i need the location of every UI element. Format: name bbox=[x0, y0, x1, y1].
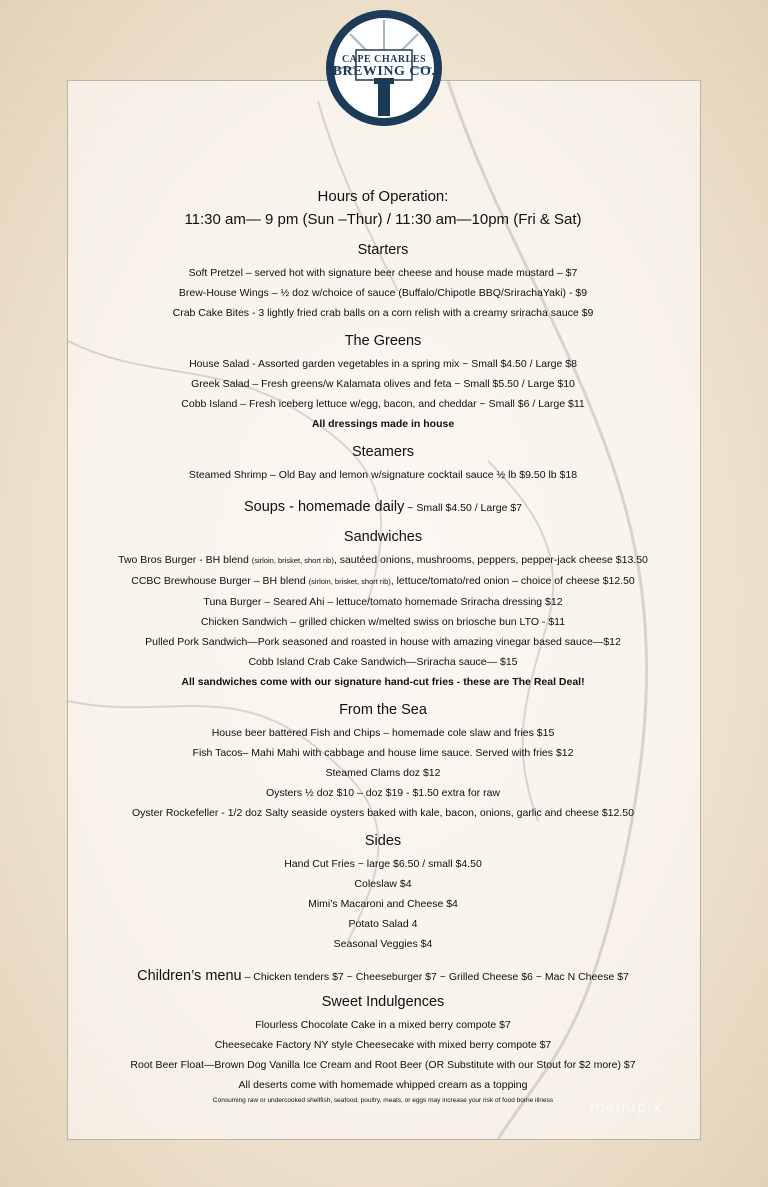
sandwiches-note: All sandwiches come with our signature hand-cut fries - these are The Real Deal! bbox=[181, 676, 585, 688]
menu-item: Steamed Clams doz $12 bbox=[325, 767, 441, 779]
watermark: menupix bbox=[590, 1098, 663, 1116]
logo-line-1: CAPE CHARLES bbox=[341, 54, 427, 65]
menu-item: Brew-House Wings – ½ doz w/choice of sauce (Buffalo/Chipotle BBQ/SrirachaYaki) - $9 bbox=[178, 287, 588, 299]
menu-item: Tuna Burger – Seared Ahi – lettuce/tomato homemade Sriracha dressing $12 bbox=[203, 596, 563, 608]
hours-title: Hours of Operation: bbox=[317, 188, 449, 205]
menu-item: Cheesecake Factory NY style Cheesecake with mixed berry compote $7 bbox=[214, 1039, 552, 1051]
menu-item: Flourless Chocolate Cake in a mixed berry compote $7 bbox=[255, 1019, 511, 1031]
blend-note: (sirloin, brisket, short rib) bbox=[308, 577, 391, 586]
item-text: Two Bros Burger - BH blend bbox=[118, 554, 252, 566]
greens-note: All dressings made in house bbox=[311, 418, 455, 430]
kids-title: Children’s menu bbox=[137, 968, 242, 984]
item-text: CCBC Brewhouse Burger – BH blend bbox=[131, 575, 309, 587]
kids-menu-line bbox=[67, 968, 699, 984]
section-title-greens: The Greens bbox=[344, 333, 422, 349]
hours-line: 11:30 am— 9 pm (Sun –Thur) / 11:30 am—10pm (Fri & Sat) bbox=[184, 211, 582, 228]
menu-item: Greek Salad – Fresh greens/w Kalamata olives and feta ~ Small $5.50 / Large $10 bbox=[191, 378, 575, 390]
soups-price: ~ Small $4.50 / Large $7 bbox=[404, 502, 523, 514]
menu-item: Seasonal Veggies $4 bbox=[333, 938, 433, 950]
menu-item: Fish Tacos– Mahi Mahi with cabbage and house lime sauce. Served with fries $12 bbox=[192, 747, 574, 759]
item-text: , lettuce/tomato/red onion – choice of cheese $12.50 bbox=[390, 575, 635, 587]
menu-item: Hand Cut Fries ~ large $6.50 / small $4.50 bbox=[284, 858, 482, 870]
logo-badge-icon bbox=[322, 6, 446, 156]
menu-item: Coleslaw $4 bbox=[354, 878, 412, 890]
food-safety-disclaimer: Consuming raw or undercooked shellfish, seafood, poultry, meats, or eggs may increase your risk of food borne illness bbox=[212, 1097, 554, 1104]
menu-item: Cobb Island – Fresh iceberg lettuce w/egg, bacon, and cheddar ~ Small $6 / Large $11 bbox=[181, 398, 585, 410]
logo-line-2: BREWING CO. bbox=[332, 64, 436, 79]
kids-items: – Chicken tenders $7 ~ Cheeseburger $7 ~ Grilled Cheese $6 ~ Mac N Cheese $7 bbox=[241, 971, 629, 983]
soups-title: Soups - homemade daily bbox=[243, 499, 405, 515]
section-title-sides: Sides bbox=[364, 833, 402, 849]
section-title-sea: From the Sea bbox=[339, 702, 427, 718]
menu-item bbox=[67, 550, 699, 571]
menu-item: Mimi’s Macaroni and Cheese $4 bbox=[308, 898, 458, 910]
menu-item: All deserts come with homemade whipped cream as a topping bbox=[238, 1079, 528, 1091]
menu-item: Pulled Pork Sandwich—Pork seasoned and roasted in house with amazing vinegar based sauce—$12 bbox=[145, 636, 621, 648]
menu-item: Chicken Sandwich – grilled chicken w/melted swiss on briosche bun LTO - $11 bbox=[200, 616, 566, 628]
menu-item: Cobb Island Crab Cake Sandwich—Sriracha sauce— $15 bbox=[248, 656, 518, 668]
soups-line bbox=[67, 499, 699, 515]
section-title-sandwiches: Sandwiches bbox=[343, 529, 423, 545]
menu-item: Crab Cake Bites - 3 lightly fried crab balls on a corn relish with a creamy sriracha sauce $9 bbox=[172, 307, 594, 319]
menu-content bbox=[67, 180, 699, 1104]
menu-item: Oysters ½ doz $10 – doz $19 - $1.50 extra for raw bbox=[265, 787, 501, 799]
menu-item: Soft Pretzel – served hot with signature beer cheese and house made mustard – $7 bbox=[188, 267, 578, 279]
section-title-sweets: Sweet Indulgences bbox=[321, 994, 445, 1010]
menu-item: House beer battered Fish and Chips – homemade cole slaw and fries $15 bbox=[211, 727, 555, 739]
menu-item: Oyster Rockefeller - 1/2 doz Salty seaside oysters baked with kale, bacon, onions, garlic and cheese $12.50 bbox=[132, 807, 634, 819]
menu-item: Potato Salad 4 bbox=[348, 918, 418, 930]
menu-item: House Salad - Assorted garden vegetables in a spring mix ~ Small $4.50 / Large $8 bbox=[189, 358, 577, 370]
blend-note: (sirloin, brisket, short rib) bbox=[251, 556, 334, 565]
item-text: , sautéed onions, mushrooms, peppers, pepper-jack cheese $13.50 bbox=[333, 554, 648, 566]
section-title-steamers: Steamers bbox=[351, 444, 415, 460]
brewery-logo bbox=[322, 6, 446, 156]
menu-item: Root Beer Float—Brown Dog Vanilla Ice Cream and Root Beer (OR Substitute with our Stout for $2 more) $7 bbox=[130, 1059, 636, 1071]
menu-item: Steamed Shrimp – Old Bay and lemon w/signature cocktail sauce ½ lb $9.50 lb $18 bbox=[188, 469, 578, 481]
menu-item bbox=[67, 571, 699, 592]
section-title-starters: Starters bbox=[357, 242, 409, 258]
